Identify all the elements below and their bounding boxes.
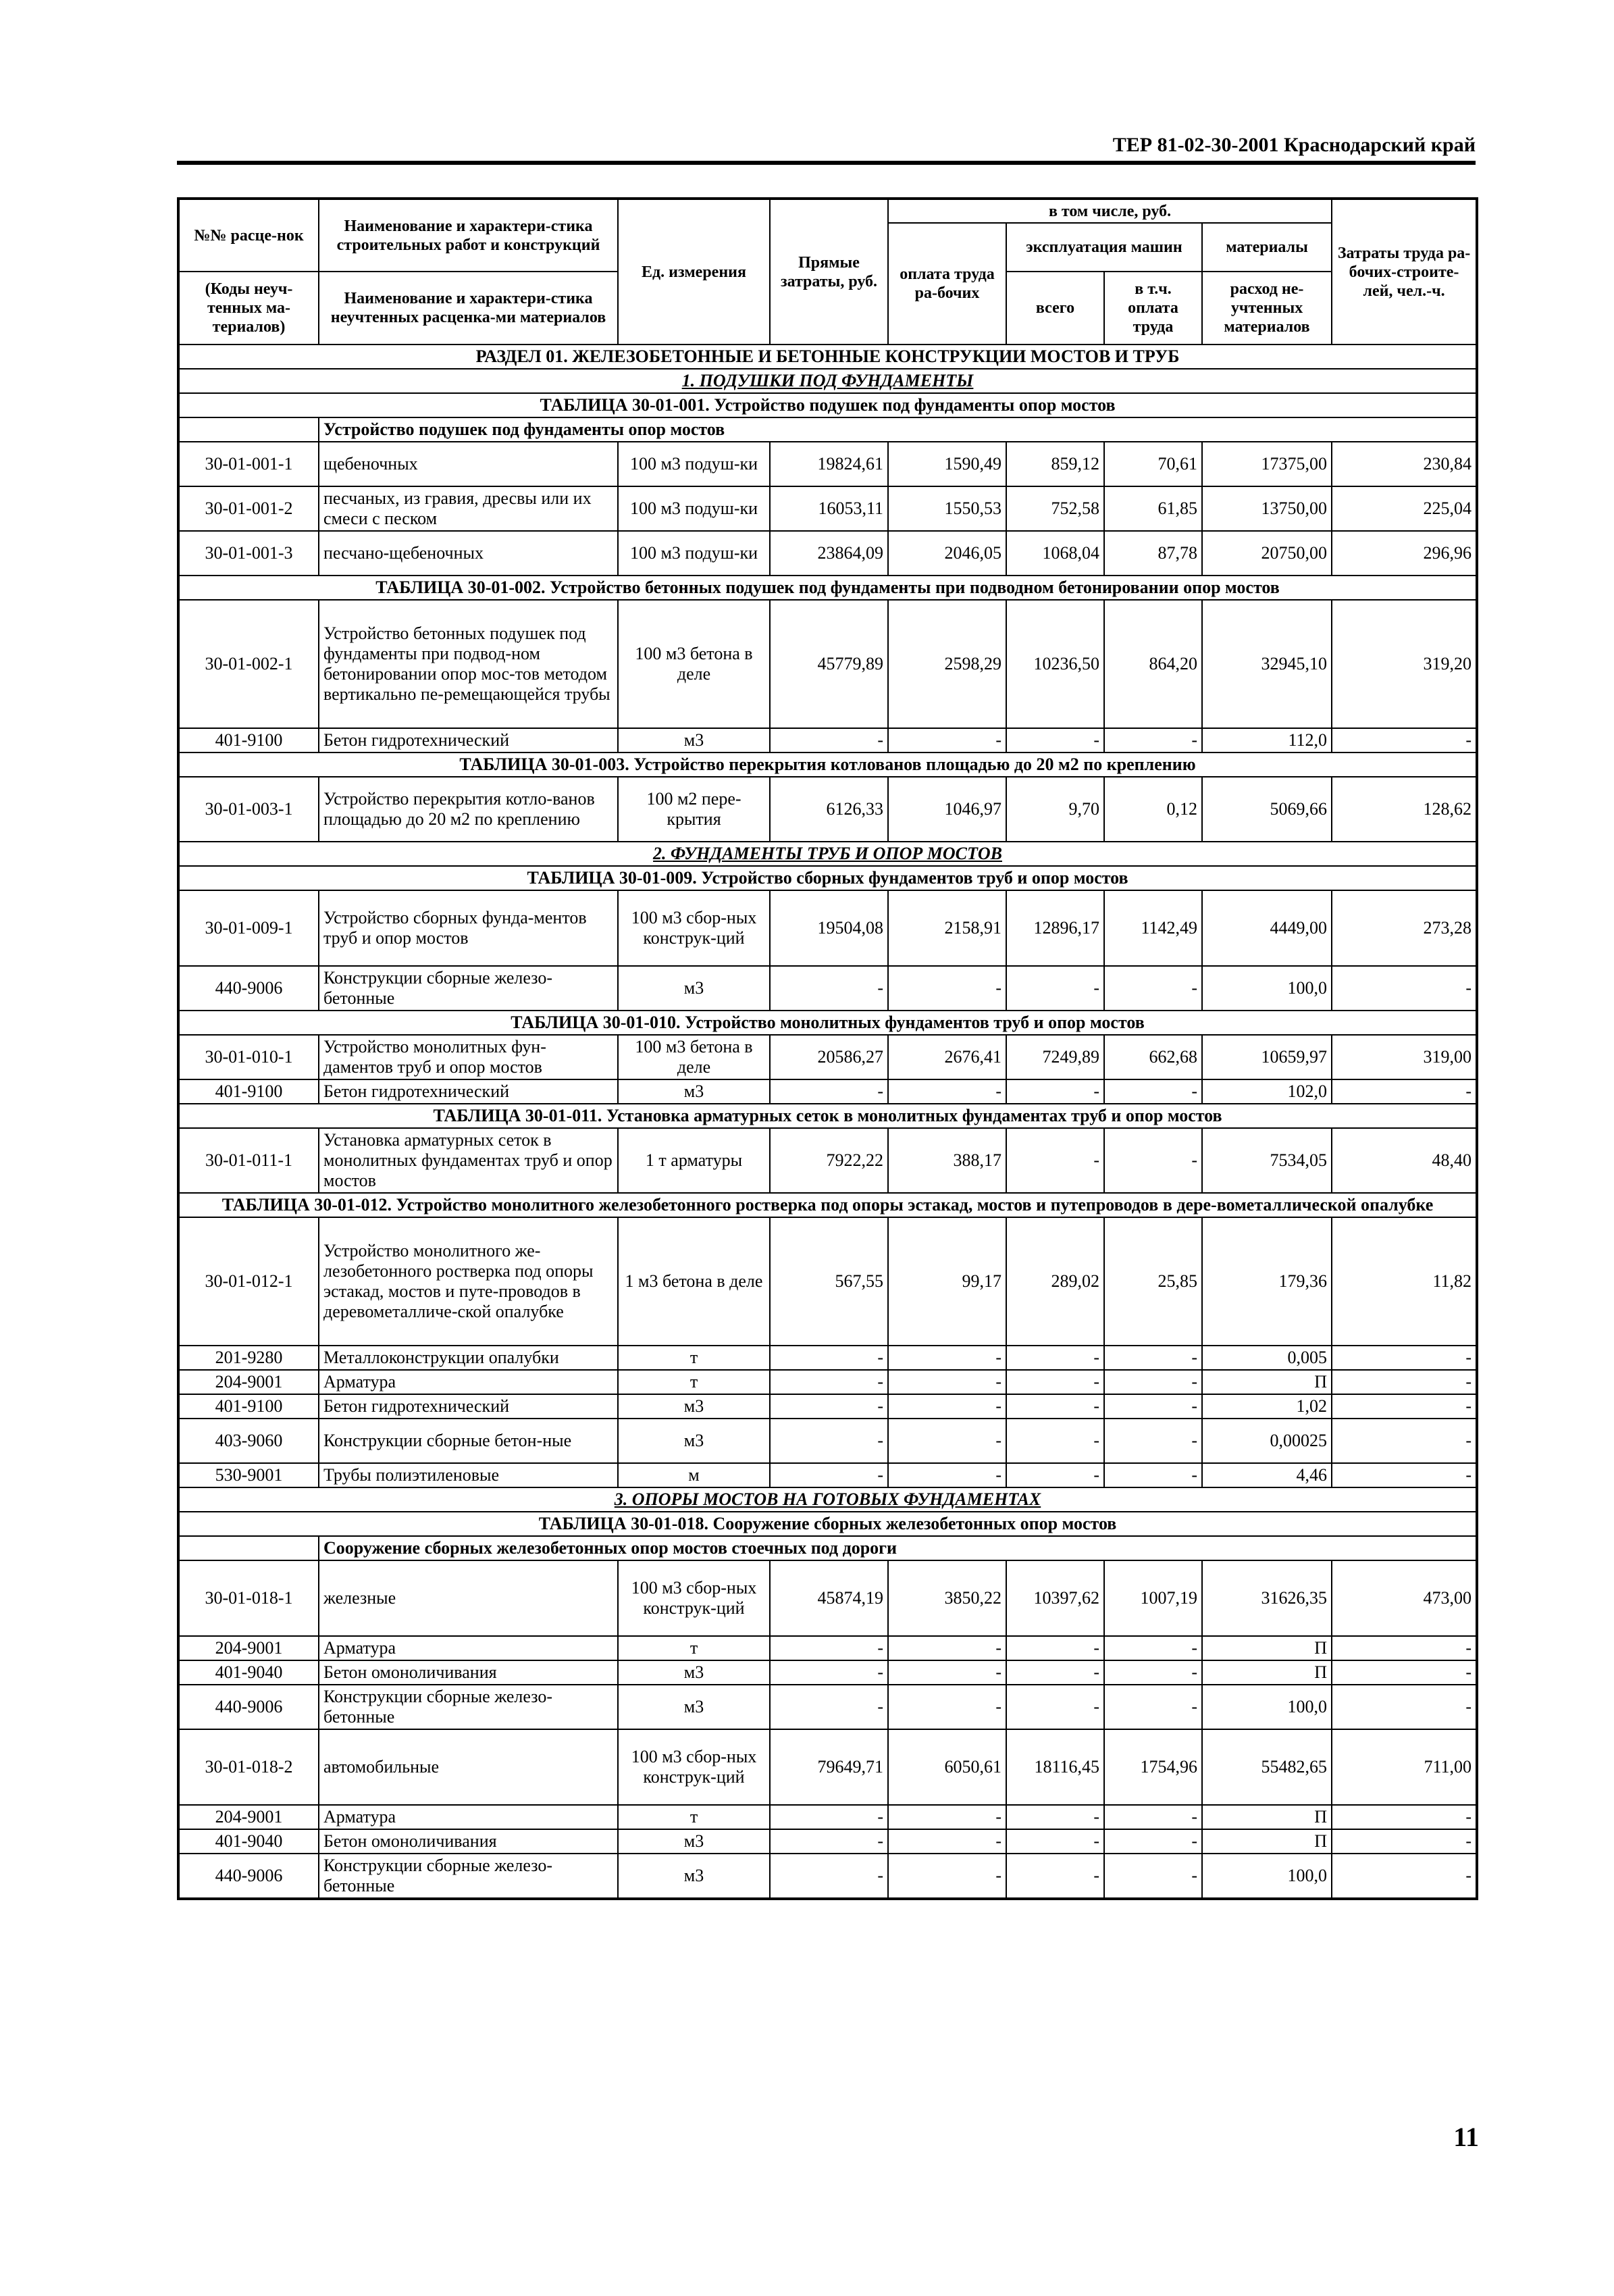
labor-cost-cell: - [1332,1636,1477,1660]
col-machines-total-header: всего [1006,272,1104,345]
group-title: Устройство подушек под фундаменты опор мостов [319,417,1477,442]
work-name-cell: Конструкции сборные бетон-ные [319,1419,618,1463]
table-title: ТАБЛИЦА 30-01-018. Сооружение сборных железобетонных опор мостов [178,1512,1477,1536]
rate-code-cell: 30-01-001-2 [178,486,319,531]
materials-cell: 0,00025 [1202,1419,1332,1463]
labor-pay-cell: 99,17 [888,1217,1006,1346]
labor-pay-cell: 2046,05 [888,531,1006,576]
col-materials-header: материалы [1202,223,1332,272]
machines-total-cell: - [1006,1636,1104,1660]
machines-total-cell: - [1006,1394,1104,1419]
table-row [178,890,1477,966]
machines-total-cell: 1068,04 [1006,531,1104,576]
machines-total-cell: 289,02 [1006,1217,1104,1346]
labor-pay-cell: - [888,1394,1006,1419]
direct-cost-cell: - [770,1636,888,1660]
rate-code-cell: 401-9040 [178,1829,319,1854]
direct-cost-cell: - [770,1394,888,1419]
work-name-cell: Установка арматурных сеток в монолитных фундаментах труб и опор мостов [319,1128,618,1193]
labor-cost-cell: 273,28 [1332,890,1477,966]
rate-code-cell: 204-9001 [178,1370,319,1394]
materials-cell: 4,46 [1202,1463,1332,1487]
direct-cost-cell: - [770,728,888,752]
labor-cost-cell: 11,82 [1332,1217,1477,1346]
rate-code-cell: 30-01-002-1 [178,600,319,728]
machines-labor-cell: 662,68 [1104,1035,1202,1079]
table-row [178,486,1477,531]
rates-table [177,197,1478,1900]
machines-total-cell: - [1006,1128,1104,1193]
machines-labor-cell: - [1104,1463,1202,1487]
material-row [178,1463,1477,1487]
machines-total-cell: 12896,17 [1006,890,1104,966]
direct-cost-cell: - [770,1805,888,1829]
direct-cost-cell: - [770,1079,888,1104]
machines-labor-cell: 1007,19 [1104,1560,1202,1636]
work-name-cell: Устройство перекрытия котло-ванов площадью до 20 м2 по креплению [319,777,618,842]
work-name-cell: Конструкции сборные железо-бетонные [319,1685,618,1729]
document-header: ТЕР 81-02-30-2001 Краснодарский край [1112,134,1476,156]
machines-total-cell: - [1006,1685,1104,1729]
rate-code-cell: 30-01-012-1 [178,1217,319,1346]
labor-pay-cell: 2676,41 [888,1035,1006,1079]
rate-code-cell: 440-9006 [178,1854,319,1899]
col-code-header: №№ расце-нок [178,199,319,272]
direct-cost-cell: 16053,11 [770,486,888,531]
labor-cost-cell: - [1332,1829,1477,1854]
materials-cell: 20750,00 [1202,531,1332,576]
rate-code-cell: 530-9001 [178,1463,319,1487]
unit-cell: т [618,1346,770,1370]
labor-pay-cell: - [888,1463,1006,1487]
labor-pay-cell: 6050,61 [888,1729,1006,1805]
labor-pay-cell: 2158,91 [888,890,1006,966]
unit-cell: м [618,1463,770,1487]
materials-cell: П [1202,1660,1332,1685]
work-name-cell: Арматура [319,1636,618,1660]
rate-code-cell: 440-9006 [178,1685,319,1729]
unit-cell: т [618,1636,770,1660]
materials-cell: 102,0 [1202,1079,1332,1104]
machines-total-cell: - [1006,1660,1104,1685]
rate-code-cell: 204-9001 [178,1805,319,1829]
materials-cell: П [1202,1636,1332,1660]
rate-code-cell: 30-01-003-1 [178,777,319,842]
machines-total-cell: 752,58 [1006,486,1104,531]
work-name-cell: Устройство монолитного же-лезобетонного ростверка под опоры эстакад, мостов и путе-проводов в деревометалличе-ской опалубке [319,1217,618,1346]
work-name-cell: песчаных, из гравия, дресвы или их смеси с песком [319,486,618,531]
work-name-cell: Металлоконструкции опалубки [319,1346,618,1370]
machines-labor-cell: - [1104,1128,1202,1193]
rate-code-cell: 30-01-018-1 [178,1560,319,1636]
rate-code-cell: 30-01-010-1 [178,1035,319,1079]
unit-cell: 100 м3 подуш-ки [618,442,770,486]
col-name-header: Наименование и характери-стика строительных работ и конструкций [319,199,618,272]
work-name-cell: Устройство бетонных подушек под фундаменты при подвод-ном бетонировании опор мос-тов методом вертикально пе-ремещающейся трубы [319,600,618,728]
labor-pay-cell: 1046,97 [888,777,1006,842]
table-title: ТАБЛИЦА 30-01-009. Устройство сборных фундаментов труб и опор мостов [178,866,1477,890]
machines-labor-cell: 61,85 [1104,486,1202,531]
work-name-cell: Бетон омоноличивания [319,1660,618,1685]
rate-code-cell: 30-01-009-1 [178,890,319,966]
labor-cost-cell: 296,96 [1332,531,1477,576]
table-row [178,600,1477,728]
rate-code-cell: 201-9280 [178,1346,319,1370]
machines-labor-cell: - [1104,1346,1202,1370]
work-name-cell: Бетон гидротехнический [319,728,618,752]
col-name-subheader: Наименование и характери-стика неучтенных расценка-ми материалов [319,272,618,345]
material-row [178,1685,1477,1729]
direct-cost-cell: - [770,1419,888,1463]
direct-cost-cell: 7922,22 [770,1128,888,1193]
material-row [178,966,1477,1011]
machines-labor-cell: - [1104,1829,1202,1854]
machines-total-cell: 10236,50 [1006,600,1104,728]
table-title: ТАБЛИЦА 30-01-001. Устройство подушек под фундаменты опор мостов [178,393,1477,417]
rate-code-cell: 401-9040 [178,1660,319,1685]
machines-total-cell: - [1006,728,1104,752]
labor-pay-cell: 2598,29 [888,600,1006,728]
labor-pay-cell: - [888,1346,1006,1370]
material-row [178,1829,1477,1854]
table-row [178,1729,1477,1805]
work-name-cell: железные [319,1560,618,1636]
machines-labor-cell: - [1104,1079,1202,1104]
machines-labor-cell: - [1104,1419,1202,1463]
labor-pay-cell: - [888,728,1006,752]
labor-pay-cell: - [888,1079,1006,1104]
work-name-cell: Бетон омоноличивания [319,1829,618,1854]
work-name-cell: Трубы полиэтиленовые [319,1463,618,1487]
materials-cell: 112,0 [1202,728,1332,752]
machines-labor-cell: 87,78 [1104,531,1202,576]
col-code-subheader: (Коды неуч-тенных ма-териалов) [178,272,319,345]
unit-cell: 100 м3 бетона в деле [618,1035,770,1079]
labor-pay-cell: - [888,1660,1006,1685]
direct-cost-cell: - [770,1346,888,1370]
direct-cost-cell: 79649,71 [770,1729,888,1805]
labor-cost-cell: 319,00 [1332,1035,1477,1079]
material-row [178,1805,1477,1829]
machines-labor-cell: - [1104,1685,1202,1729]
labor-pay-cell: 3850,22 [888,1560,1006,1636]
work-name-cell: Устройство сборных фунда-ментов труб и опор мостов [319,890,618,966]
col-direct-cost-header: Прямые затраты, руб. [770,199,888,345]
machines-total-cell: - [1006,1079,1104,1104]
machines-labor-cell: - [1104,728,1202,752]
work-name-cell: Конструкции сборные железо-бетонные [319,966,618,1011]
unit-cell: 100 м3 подуш-ки [618,531,770,576]
machines-total-cell: - [1006,1854,1104,1899]
labor-pay-cell: - [888,1805,1006,1829]
unit-cell: 1 м3 бетона в деле [618,1217,770,1346]
machines-labor-cell: - [1104,1636,1202,1660]
machines-total-cell: - [1006,1829,1104,1854]
rate-code-cell: 401-9100 [178,728,319,752]
materials-cell: 5069,66 [1202,777,1332,842]
materials-cell: 31626,35 [1202,1560,1332,1636]
work-name-cell: Арматура [319,1370,618,1394]
materials-cell: 55482,65 [1202,1729,1332,1805]
direct-cost-cell: 20586,27 [770,1035,888,1079]
unit-cell: 100 м3 сбор-ных конструк-ций [618,1560,770,1636]
labor-cost-cell: - [1332,1660,1477,1685]
header-rule [177,161,1476,165]
page-number: 11 [1453,2122,1479,2152]
unit-cell: м3 [618,1419,770,1463]
section-title: РАЗДЕЛ 01. ЖЕЛЕЗОБЕТОННЫЕ И БЕТОННЫЕ КОНСТРУКЦИИ МОСТОВ И ТРУБ [178,345,1477,369]
materials-cell: П [1202,1805,1332,1829]
unit-cell: м3 [618,1660,770,1685]
col-unit-header: Ед. измерения [618,199,770,345]
materials-cell: 4449,00 [1202,890,1332,966]
machines-labor-cell: - [1104,1854,1202,1899]
table-row [178,531,1477,576]
materials-cell: 0,005 [1202,1346,1332,1370]
col-machines-header: эксплуатация машин [1006,223,1202,272]
material-row [178,1636,1477,1660]
rate-code-cell: 30-01-001-1 [178,442,319,486]
labor-cost-cell: 128,62 [1332,777,1477,842]
work-name-cell: Бетон гидротехнический [319,1394,618,1419]
work-name-cell: песчано-щебеночных [319,531,618,576]
direct-cost-cell: - [770,1685,888,1729]
unit-cell: 100 м3 сбор-ных конструк-ций [618,1729,770,1805]
work-name-cell: Устройство монолитных фун-даментов труб и опор мостов [319,1035,618,1079]
rate-code-cell: 30-01-001-3 [178,531,319,576]
rate-code-cell: 401-9100 [178,1394,319,1419]
labor-pay-cell: - [888,1829,1006,1854]
col-labor-cost-header: Затраты труда ра-бочих-строите-лей, чел.-ч. [1332,199,1477,345]
labor-pay-cell: - [888,966,1006,1011]
col-machines-labor-header: в т.ч. оплата труда [1104,272,1202,345]
table-title: ТАБЛИЦА 30-01-010. Устройство монолитных фундаментов труб и опор мостов [178,1011,1477,1035]
materials-cell: 100,0 [1202,1854,1332,1899]
group-title: Сооружение сборных железобетонных опор мостов стоечных под дороги [319,1536,1477,1560]
materials-cell: 13750,00 [1202,486,1332,531]
machines-total-cell: - [1006,1463,1104,1487]
unit-cell: м3 [618,1854,770,1899]
material-row [178,1419,1477,1463]
col-labor-pay-header: оплата труда ра-бочих [888,223,1006,345]
labor-cost-cell: 225,04 [1332,486,1477,531]
direct-cost-cell: 6126,33 [770,777,888,842]
unit-cell: м3 [618,728,770,752]
machines-labor-cell: 1754,96 [1104,1729,1202,1805]
unit-cell: 100 м3 сбор-ных конструк-ций [618,890,770,966]
table-header [178,199,1477,345]
direct-cost-cell: - [770,966,888,1011]
labor-cost-cell: - [1332,1370,1477,1394]
table-row [178,1035,1477,1079]
labor-cost-cell: - [1332,1079,1477,1104]
direct-cost-cell: 567,55 [770,1217,888,1346]
machines-labor-cell: 864,20 [1104,600,1202,728]
labor-pay-cell: - [888,1685,1006,1729]
table-row [178,1217,1477,1346]
material-row [178,1370,1477,1394]
work-name-cell: щебеночных [319,442,618,486]
direct-cost-cell: - [770,1463,888,1487]
unit-cell: м3 [618,1079,770,1104]
direct-cost-cell: 45779,89 [770,600,888,728]
direct-cost-cell: - [770,1854,888,1899]
labor-cost-cell: - [1332,1394,1477,1419]
work-name-cell: Арматура [319,1805,618,1829]
unit-cell: 100 м3 подуш-ки [618,486,770,531]
rate-code-cell: 30-01-018-2 [178,1729,319,1805]
machines-labor-cell: - [1104,1370,1202,1394]
unit-cell: 100 м2 пере-крытия [618,777,770,842]
labor-cost-cell: 711,00 [1332,1729,1477,1805]
machines-total-cell: - [1006,966,1104,1011]
direct-cost-cell: 19824,61 [770,442,888,486]
material-row [178,1346,1477,1370]
material-row [178,1394,1477,1419]
rate-code-cell: 403-9060 [178,1419,319,1463]
machines-total-cell: 859,12 [1006,442,1104,486]
materials-cell: 1,02 [1202,1394,1332,1419]
machines-labor-cell: 25,85 [1104,1217,1202,1346]
table-row [178,1128,1477,1193]
materials-cell: 100,0 [1202,966,1332,1011]
labor-cost-cell: - [1332,1805,1477,1829]
labor-pay-cell: 1590,49 [888,442,1006,486]
labor-cost-cell: - [1332,728,1477,752]
machines-total-cell: 10397,62 [1006,1560,1104,1636]
labor-cost-cell: 230,84 [1332,442,1477,486]
materials-cell: 7534,05 [1202,1128,1332,1193]
labor-cost-cell: - [1332,1854,1477,1899]
machines-total-cell: - [1006,1419,1104,1463]
direct-cost-cell: 23864,09 [770,531,888,576]
col-group-header: в том числе, руб. [888,199,1332,223]
direct-cost-cell: - [770,1660,888,1685]
material-row [178,1660,1477,1685]
machines-total-cell: 9,70 [1006,777,1104,842]
labor-cost-cell: - [1332,1685,1477,1729]
subsection-title: 1. ПОДУШКИ ПОД ФУНДАМЕНТЫ [178,369,1477,393]
machines-labor-cell: - [1104,1394,1202,1419]
machines-labor-cell: 0,12 [1104,777,1202,842]
materials-cell: 17375,00 [1202,442,1332,486]
machines-total-cell: 7249,89 [1006,1035,1104,1079]
table-title: ТАБЛИЦА 30-01-002. Устройство бетонных подушек под фундаменты при подводном бетонировании опор мостов [178,576,1477,600]
unit-cell: т [618,1805,770,1829]
labor-pay-cell: - [888,1854,1006,1899]
machines-total-cell: - [1006,1346,1104,1370]
materials-cell: П [1202,1370,1332,1394]
unit-cell: м3 [618,966,770,1011]
labor-cost-cell: - [1332,1463,1477,1487]
labor-pay-cell: - [888,1419,1006,1463]
subsection-title: 2. ФУНДАМЕНТЫ ТРУБ И ОПОР МОСТОВ [178,842,1477,866]
machines-labor-cell: 70,61 [1104,442,1202,486]
table-row [178,1560,1477,1636]
labor-cost-cell: 473,00 [1332,1560,1477,1636]
work-name-cell: Бетон гидротехнический [319,1079,618,1104]
machines-total-cell: - [1006,1370,1104,1394]
unit-cell: м3 [618,1829,770,1854]
labor-cost-cell: 48,40 [1332,1128,1477,1193]
labor-pay-cell: 388,17 [888,1128,1006,1193]
unit-cell: 1 т арматуры [618,1128,770,1193]
machines-labor-cell: 1142,49 [1104,890,1202,966]
subsection-title: 3. ОПОРЫ МОСТОВ НА ГОТОВЫХ ФУНДАМЕНТАХ [178,1487,1477,1512]
labor-pay-cell: - [888,1370,1006,1394]
table-title: ТАБЛИЦА 30-01-003. Устройство перекрытия котлованов площадью до 20 м2 по креплению [178,752,1477,777]
materials-cell: 179,36 [1202,1217,1332,1346]
materials-cell: 32945,10 [1202,600,1332,728]
materials-cell: 100,0 [1202,1685,1332,1729]
col-materials-sub-header: расход не-учтенных материалов [1202,272,1332,345]
materials-cell: П [1202,1829,1332,1854]
machines-labor-cell: - [1104,1805,1202,1829]
table-title: ТАБЛИЦА 30-01-012. Устройство монолитного железобетонного ростверка под опоры эстакад, мостов и путепроводов в дере-вометаллической опалубке [178,1193,1477,1217]
direct-cost-cell: 45874,19 [770,1560,888,1636]
labor-cost-cell: - [1332,966,1477,1011]
materials-cell: 10659,97 [1202,1035,1332,1079]
rate-code-cell: 204-9001 [178,1636,319,1660]
direct-cost-cell: 19504,08 [770,890,888,966]
machines-total-cell: - [1006,1805,1104,1829]
table-row [178,777,1477,842]
work-name-cell: Конструкции сборные железо-бетонные [319,1854,618,1899]
table-row [178,442,1477,486]
work-name-cell: автомобильные [319,1729,618,1805]
labor-pay-cell: 1550,53 [888,486,1006,531]
unit-cell: т [618,1370,770,1394]
direct-cost-cell: - [770,1370,888,1394]
unit-cell: 100 м3 бетона в деле [618,600,770,728]
machines-total-cell: 18116,45 [1006,1729,1104,1805]
table-title: ТАБЛИЦА 30-01-011. Установка арматурных сеток в монолитных фундаментах труб и опор мостов [178,1104,1477,1128]
material-row [178,1854,1477,1899]
labor-cost-cell: 319,20 [1332,600,1477,728]
rate-code-cell: 401-9100 [178,1079,319,1104]
machines-labor-cell: - [1104,966,1202,1011]
rate-code-cell: 440-9006 [178,966,319,1011]
unit-cell: м3 [618,1685,770,1729]
labor-pay-cell: - [888,1636,1006,1660]
labor-cost-cell: - [1332,1346,1477,1370]
material-row [178,728,1477,752]
direct-cost-cell: - [770,1829,888,1854]
labor-cost-cell: - [1332,1419,1477,1463]
material-row [178,1079,1477,1104]
unit-cell: м3 [618,1394,770,1419]
rate-code-cell: 30-01-011-1 [178,1128,319,1193]
machines-labor-cell: - [1104,1660,1202,1685]
